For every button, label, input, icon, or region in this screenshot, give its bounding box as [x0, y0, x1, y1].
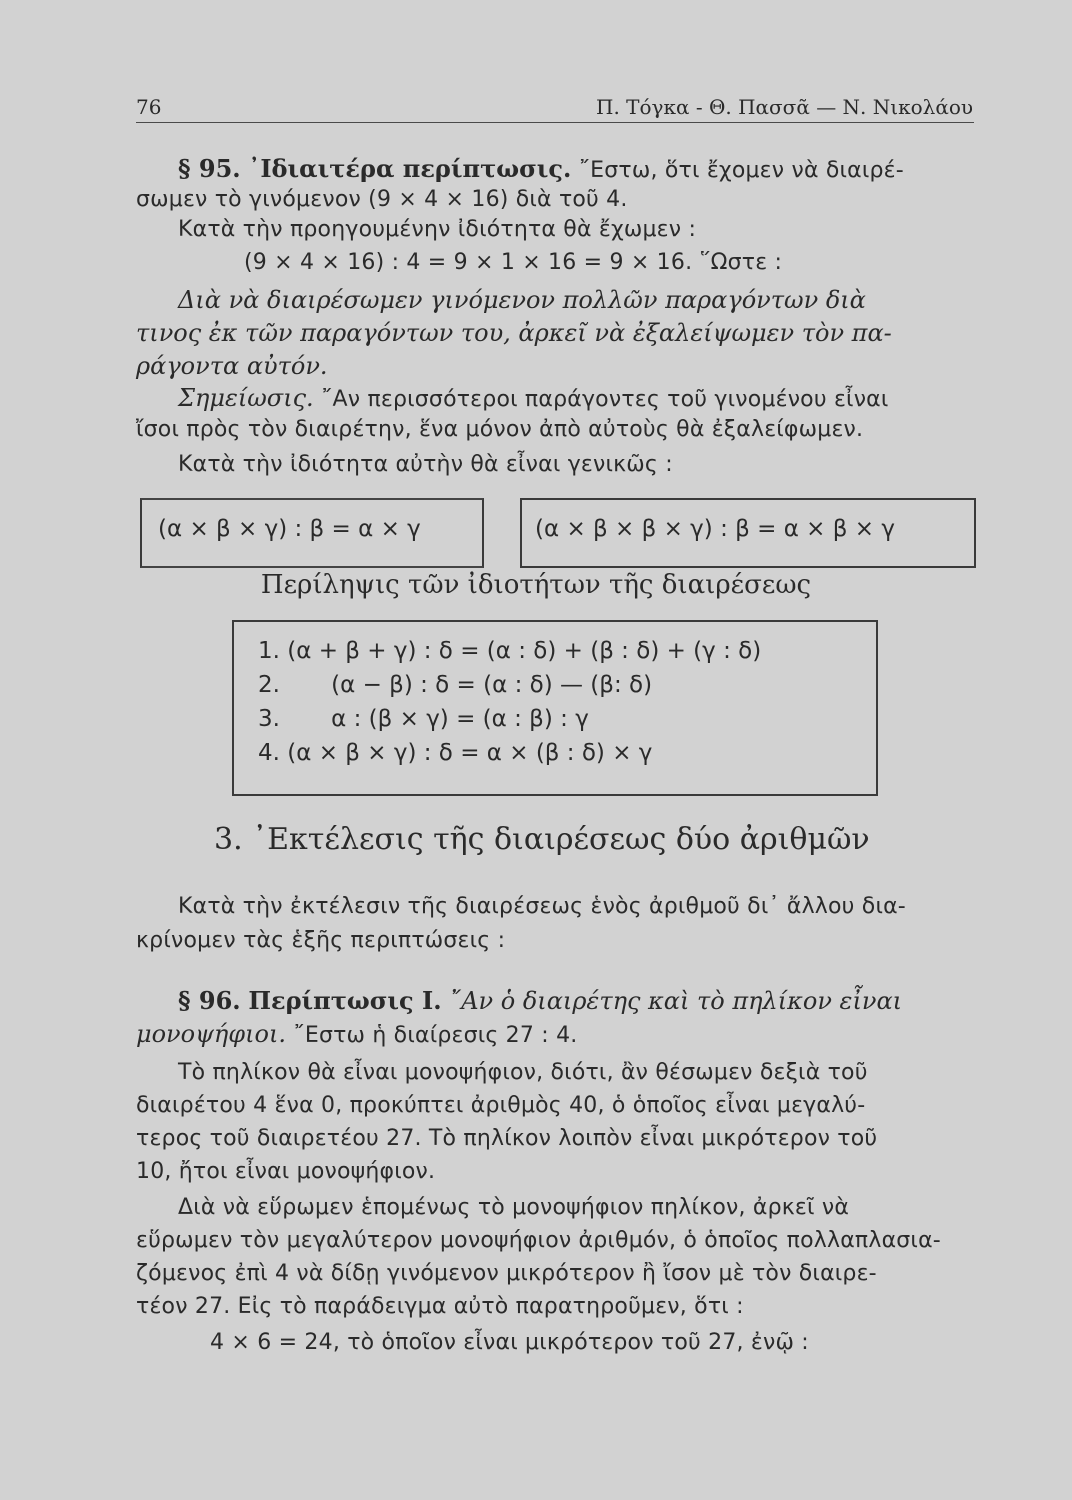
s95-line2: σωμεν τὸ γινόμενον (9 × 4 × 16) διὰ τοῦ 4.: [136, 187, 628, 212]
note-label: Σημείωσις.: [178, 384, 314, 412]
s96-p3: τερος τοῦ διαιρετέου 27. Τὸ πηλίκον λοιπὸν εἶναι μικρότερον τοῦ: [136, 1126, 878, 1151]
s96-label: § 96.: [178, 986, 241, 1015]
s95-rule-line1: Διὰ νὰ διαιρέσωμεν γινόμενον πολλῶν παραγόντων διὰ: [178, 286, 866, 314]
s96-q2: εὕρωμεν τὸν μεγαλύτερον μονοψήφιον ἀριθμόν, ὁ ὁποῖος πολλαπλασια-: [136, 1228, 941, 1253]
s96-q1: Διὰ νὰ εὕρωμεν ἑπομένως τὸ μονοψήφιον πηλίκον, ἀρκεῖ νὰ: [178, 1195, 850, 1220]
summary-item-4: 4. (α × β × γ) : δ = α × (β : δ) × γ: [258, 740, 653, 766]
note-line1: ῎Αν περισσότεροι παράγοντες τοῦ γινομένου εἶναι: [321, 387, 889, 412]
section-3-intro-line2: κρίνομεν τὰς ἑξῆς περιπτώσεις :: [136, 928, 506, 953]
s96-heading: [178, 986, 902, 1016]
section-3-title: 3. ᾿Εκτέλεσις τῆς διαιρέσεως δύο ἀριθμῶν: [214, 822, 870, 857]
s95-line3: Κατὰ τὴν προηγουμένην ἰδιότητα θὰ ἔχωμεν :: [178, 217, 697, 242]
summary-item-1: 1. (α + β + γ) : δ = (α : δ) + (β : δ) + (γ : δ): [258, 638, 762, 664]
summary-item-2: 2. (α − β) : δ = (α : δ) — (β: δ): [258, 672, 653, 698]
s96-q4: τέον 27. Εἰς τὸ παράδειγμα αὐτὸ παρατηροῦμεν, ὅτι :: [136, 1294, 744, 1319]
s95-title: ᾿Ιδιαιτέρα περίπτωσις.: [248, 154, 572, 183]
formula-b: (α × β × β × γ) : β = α × β × γ: [535, 516, 895, 542]
s96-q5: 4 × 6 = 24, τὸ ὁποῖον εἶναι μικρότερον τοῦ 27, ἐνῷ :: [210, 1330, 809, 1355]
note-line2: ἴσοι πρὸς τὸν διαιρέτην, ἕνα μόνον ἀπὸ αὐτοὺς θὰ ἐξαλείφωμεν.: [136, 417, 864, 442]
s95-equation: (9 × 4 × 16) : 4 = 9 × 1 × 16 = 9 × 16. ῞Ωστε :: [244, 250, 783, 275]
s96-p4: 10, ἤτοι εἶναι μονοψήφιον.: [136, 1159, 436, 1184]
page-number: 76: [136, 95, 162, 119]
section-3-intro-line1: Κατὰ τὴν ἐκτέλεσιν τῆς διαιρέσεως ἑνὸς ἀριθμοῦ δι᾿ ἄλλου δια-: [178, 894, 906, 919]
s95-note: [178, 383, 889, 415]
s96-italic-line1: ῎Αν ὁ διαιρέτης καὶ τὸ πηλίκον εἶναι: [449, 987, 903, 1015]
s96-line2: [136, 1019, 577, 1051]
s95-heading: [178, 154, 904, 186]
header-rule: [136, 122, 974, 123]
s96-q3: ζόμενος ἐπὶ 4 νὰ δίδῃ γινόμενον μικρότερον ἢ ἴσον μὲ τὸν διαιρε-: [136, 1261, 877, 1286]
s95-line5: Κατὰ τὴν ἰδιότητα αὐτὴν θὰ εἶναι γενικῶς :: [178, 452, 673, 477]
s95-label: § 95.: [178, 154, 241, 183]
s96-p1: Τὸ πηλίκον θὰ εἶναι μονοψήφιον, διότι, ἂν θέσωμεν δεξιὰ τοῦ: [178, 1060, 868, 1085]
s95-line1: ῎Εστω, ὅτι ἔχομεν νὰ διαιρέ-: [578, 158, 904, 183]
s96-example: ῎Εστω ἡ διαίρεσις 27 : 4.: [293, 1023, 578, 1048]
summary-item-3: 3. α : (β × γ) = (α : β) : γ: [258, 706, 589, 732]
s96-p2: διαιρέτου 4 ἕνα 0, προκύπτει ἀριθμὸς 40, ὁ ὁποῖος εἶναι μεγαλύ-: [136, 1093, 866, 1118]
s95-rule-line3: ράγοντα αὐτόν.: [136, 352, 328, 380]
formula-a: (α × β × γ) : β = α × γ: [158, 516, 421, 542]
s96-italic-line2: μονοψήφιοι.: [136, 1020, 286, 1048]
s95-rule-line2: τινος ἐκ τῶν παραγόντων του, ἀρκεῖ νὰ ἐξαλείψωμεν τὸν πα-: [136, 319, 892, 347]
s96-title: Περίπτωσις Ι.: [248, 986, 442, 1015]
running-header: Π. Τόγκα - Θ. Πασσᾶ — Ν. Νικολάου: [596, 95, 974, 119]
summary-title: Περίληψις τῶν ἰδιοτήτων τῆς διαιρέσεως: [260, 570, 812, 600]
